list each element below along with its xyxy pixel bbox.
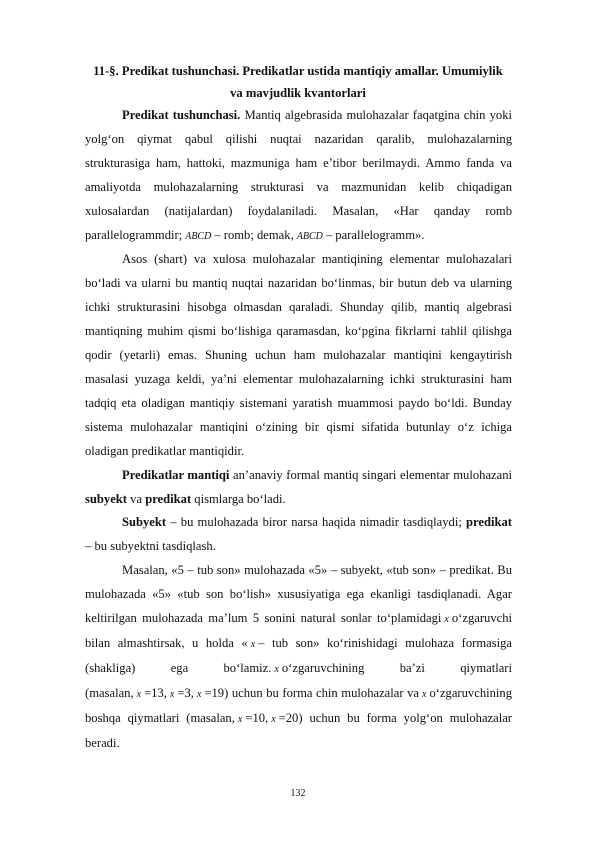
- paragraph-1: [85, 104, 512, 248]
- term-subyekt: Subyekt: [122, 515, 167, 530]
- math-abcd: ABCD: [185, 230, 212, 242]
- text: – bu subyektni tasdiqlash.: [85, 539, 216, 554]
- text: o‘zgaruvchining ba’zi qiymatlari (masalan,: [85, 660, 512, 700]
- text: qismlarga bo‘ladi.: [191, 491, 286, 506]
- text: =13,: [144, 685, 167, 700]
- term-subyekt: subyekt: [85, 491, 127, 506]
- math-x: x: [169, 688, 175, 700]
- text: =20) uchun bu forma yolg‘on mulohazalar beradi.: [85, 710, 512, 750]
- term-predikatlar-mantiqi: Predikatlar mantiqi: [122, 467, 230, 482]
- math-x: x: [250, 638, 256, 650]
- text: =19) uchun bu forma chin mulohazalar va: [204, 685, 420, 700]
- paragraph-2: Asos (shart) va xulosa mulohazalar mantiqining elementar mulohazalari bo‘ladi va ularni bu mantiq nuqtai nazaridan bo‘linmas, bir butun deb va ularning ichki strukturasini hisobga olmasdan qaraladi. Shunday qilib, mantiq algebrasi mantiqning muhim qismi bo‘lishiga qaramasdan, ko‘pgina fikrlarni tahlil qilishga qodir (yetarli) emas. Shuning uchun ham mulohazalar mantiqini kengaytirish masalasi yuzaga keldi, ya’ni elementar mulohazalarning ichki strukturasini ham tadqiq eta oladigan mantiqiy sistemani yaratish muammosi paydo bo‘ldi. Bunday sistema mulohazalar mantiqini o‘zining bir qismi sifatida butunlay o‘z ichiga oladigan predikatlar mantiqidir.: [85, 252, 512, 458]
- term-predikat-tushunchasi: Predikat tushunchasi.: [122, 108, 241, 122]
- document-body: [85, 104, 512, 755]
- math-abcd: ABCD: [296, 230, 323, 242]
- text: =3,: [177, 685, 194, 700]
- text: o‘zgaruvchi bilan almashtirsak, u holda «: [85, 611, 512, 650]
- text: o‘zgaruvchining boshqa qiymatlari (masalan,: [85, 685, 512, 725]
- text: an’anaviy formal mantiq singari elementar mulohazani: [229, 467, 513, 482]
- page-number: 132: [290, 788, 306, 799]
- paragraph-3: [85, 464, 512, 512]
- text: – tub son» ko‘rinishidagi mulohaza formasiga (shakliga) ega bo‘lamiz.: [85, 635, 513, 675]
- text: – bu mulohazada biror narsa haqida nimadir tasdiqlaydi;: [166, 515, 467, 530]
- paragraph-5: [85, 559, 512, 755]
- heading-line-2: va mavjudlik kvantorlari: [230, 86, 366, 100]
- text: – romb; demak,: [214, 227, 294, 242]
- heading-line-1: 11-§. Predikat tushunchasi. Predikatlar ustida mantiqiy amallar. Umumiylik: [93, 64, 503, 78]
- term-predikat: predikat: [466, 515, 512, 530]
- math-x: x: [422, 688, 427, 700]
- term-predikat: predikat: [145, 491, 192, 506]
- paragraph-4: [85, 511, 512, 559]
- math-x: x: [196, 688, 202, 700]
- text: =10,: [245, 710, 269, 725]
- text: va: [127, 491, 146, 506]
- text: Mantiq algebrasida mulohazalar faqatgina chin yoki yolg‘on qiymat qabul qilishi nuqtai nazaridan qaralib, mulohazalarning strukturasiga ham, hattoki, mazmuniga ham e’tibor berilmaydi. Ammo fanda va amaliyotda mulohazalarning strukturasi va mazmunidan kelib chiqadigan xulosalardan (natijalardan) foydalaniladi. Masalan, «Har qanday romb parallelogrammdir;: [85, 108, 512, 242]
- math-x: x: [444, 614, 449, 626]
- math-x: x: [136, 688, 142, 700]
- math-x: x: [271, 713, 276, 725]
- text: – parallelogramm».: [325, 227, 425, 242]
- math-x: x: [237, 713, 243, 725]
- section-heading: [80, 60, 516, 104]
- math-x: x: [274, 663, 279, 675]
- text: Masalan, «5 – tub son» mulohazada «5» – subyekt, «tub son» – predikat. Bu mulohazada «5» «tub son bo‘lish» xususiyatiga ega ekanligi tasdiqlanadi. Agar keltirilgan mulohazada ma’lum 5 sonini natural sonlar to‘plamidagi: [85, 563, 512, 626]
